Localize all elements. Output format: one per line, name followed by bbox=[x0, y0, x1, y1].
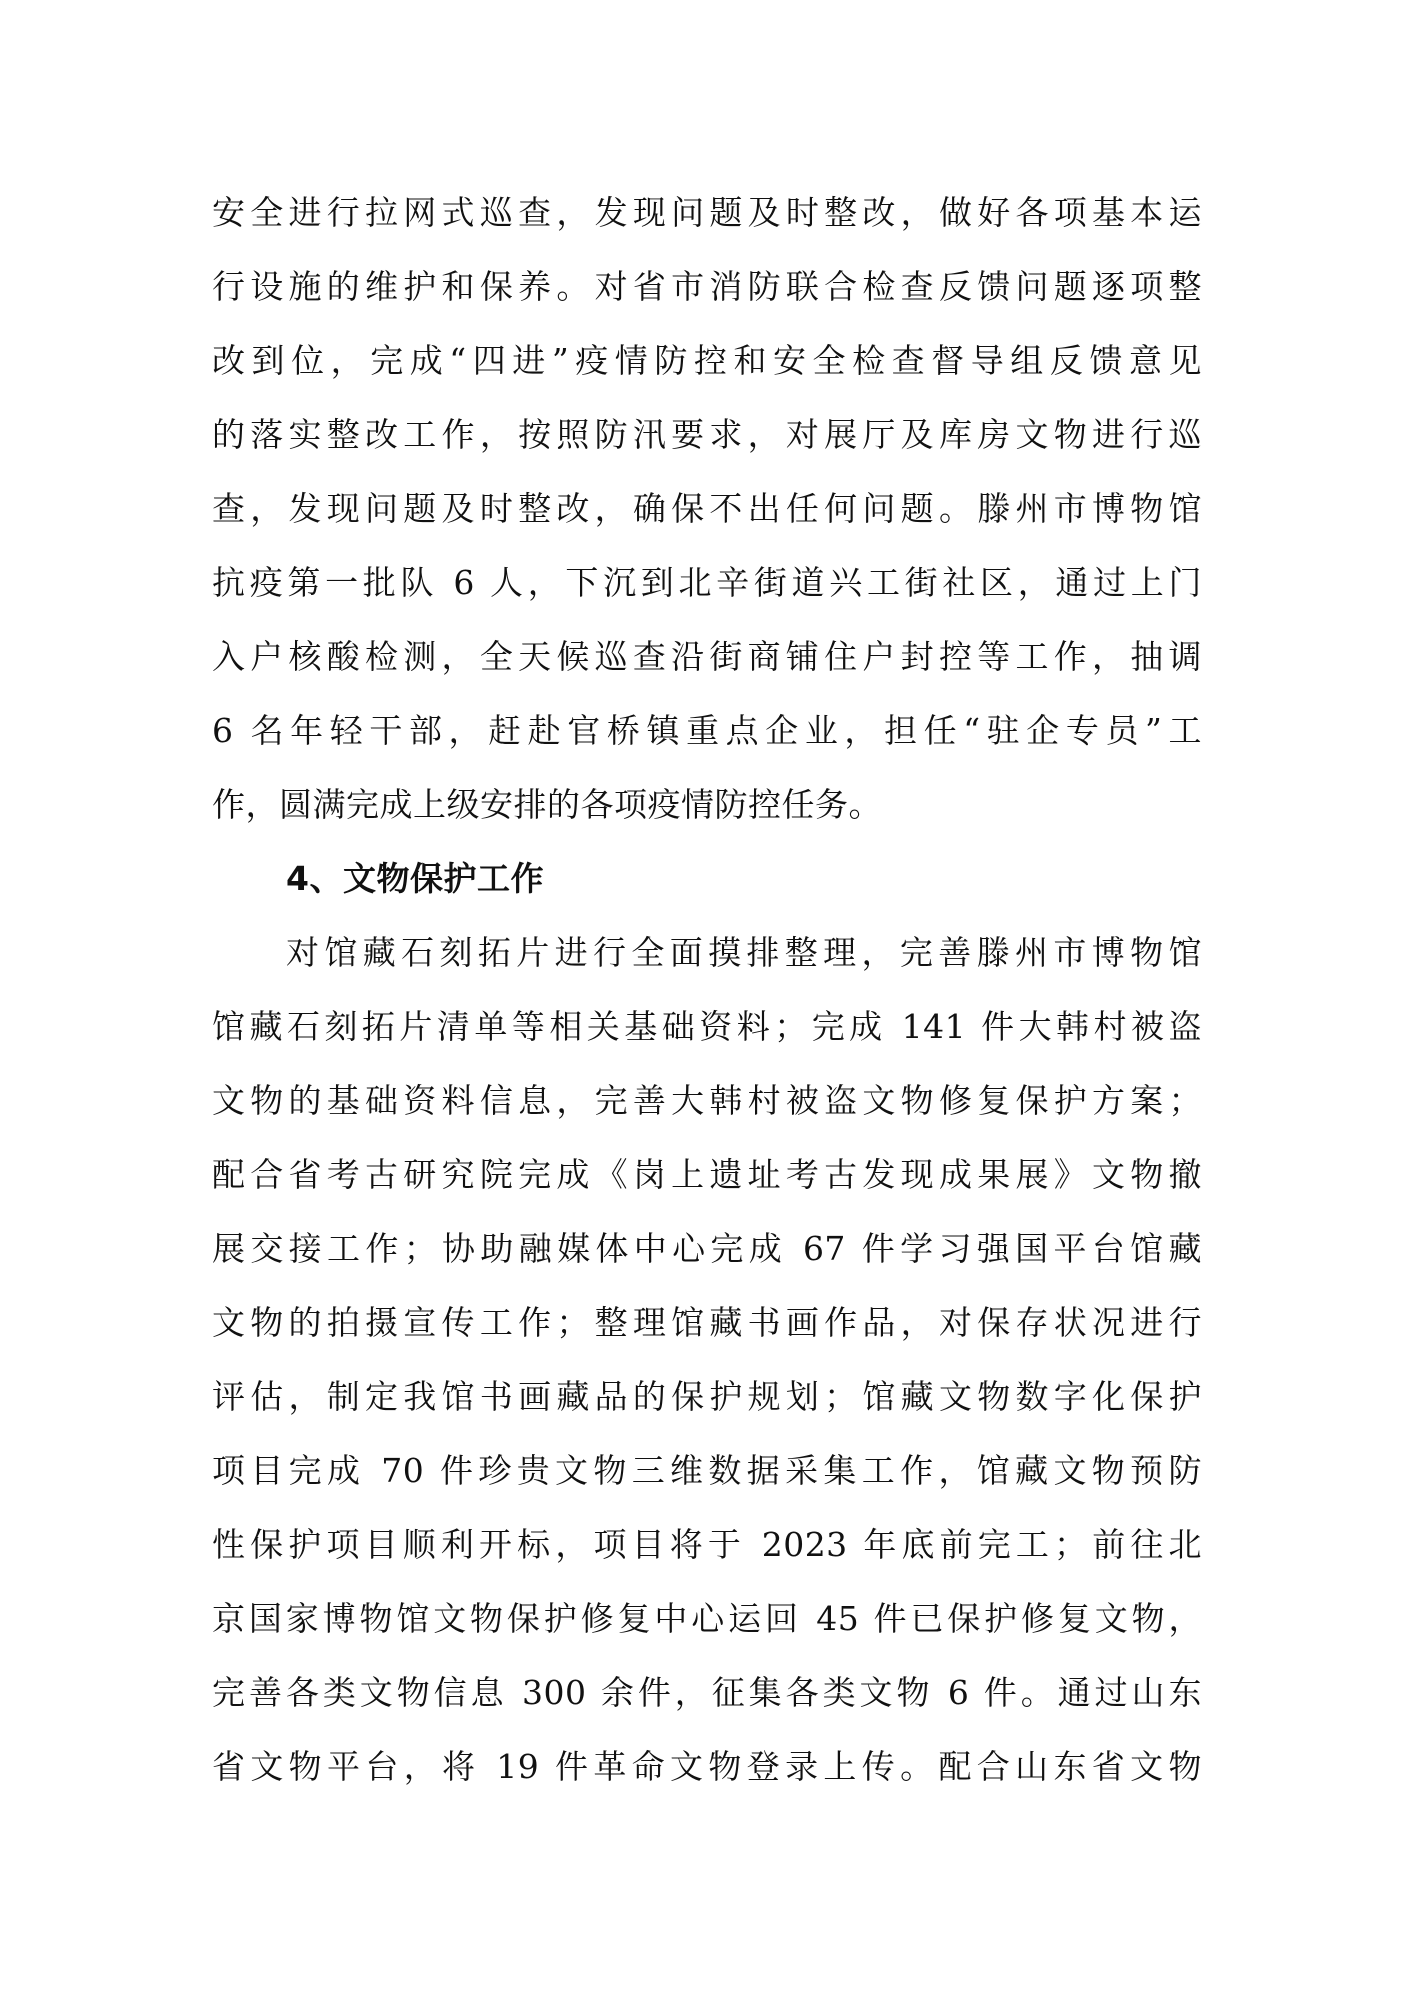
text-line: 京国家博物馆文物保护修复中心运回 45 件已保护修复文物， bbox=[212, 1599, 1202, 1638]
text-line: 配合省考古研究院完成《岗上遗址考古发现成果展》文物撤 bbox=[212, 1155, 1202, 1194]
text-line: 文物的基础资料信息，完善大韩村被盗文物修复保护方案； bbox=[212, 1081, 1202, 1120]
text-line: 评估，制定我馆书画藏品的保护规划；馆藏文物数字化保护 bbox=[212, 1377, 1202, 1416]
text-line: 项目完成 70 件珍贵文物三维数据采集工作，馆藏文物预防 bbox=[212, 1451, 1202, 1490]
document-body bbox=[212, 176, 1202, 1804]
text-line: 改到位，完成“四进”疫情防控和安全检查督导组反馈意见 bbox=[212, 341, 1202, 380]
text-line: 查，发现问题及时整改，确保不出任何问题。滕州市博物馆 bbox=[212, 489, 1202, 528]
text-line: 性保护项目顺利开标，项目将于 2023 年底前完工；前往北 bbox=[212, 1525, 1202, 1564]
text-line: 对馆藏石刻拓片进行全面摸排整理，完善滕州市博物馆 bbox=[286, 933, 1202, 972]
text-line: 文物的拍摄宣传工作；整理馆藏书画作品，对保存状况进行 bbox=[212, 1303, 1202, 1342]
text-line: 6 名年轻干部，赶赴官桥镇重点企业，担任“驻企专员”工 bbox=[212, 711, 1202, 750]
paragraph-epidemic-safety bbox=[212, 176, 1202, 842]
text-line: 展交接工作；协助融媒体中心完成 67 件学习强国平台馆藏 bbox=[212, 1229, 1202, 1268]
text-line: 抗疫第一批队 6 人，下沉到北辛街道兴工街社区，通过上门 bbox=[212, 563, 1202, 602]
text-line: 作，圆满完成上级安排的各项疫情防控任务。 bbox=[212, 785, 882, 824]
text-line: 安全进行拉网式巡查，发现问题及时整改，做好各项基本运 bbox=[212, 193, 1202, 232]
text-line: 入户核酸检测，全天候巡查沿街商铺住户封控等工作，抽调 bbox=[212, 637, 1202, 676]
text-line: 行设施的维护和保养。对省市消防联合检查反馈问题逐项整 bbox=[212, 267, 1202, 306]
paragraph-relic-protection bbox=[212, 916, 1202, 1804]
text-line: 馆藏石刻拓片清单等相关基础资料；完成 141 件大韩村被盗 bbox=[212, 1007, 1202, 1046]
text-line: 完善各类文物信息 300 余件，征集各类文物 6 件。通过山东 bbox=[212, 1673, 1202, 1712]
section-heading: 4、文物保护工作 bbox=[286, 859, 544, 898]
text-line: 省文物平台，将 19 件革命文物登录上传。配合山东省文物 bbox=[212, 1747, 1202, 1786]
text-line: 的落实整改工作，按照防汛要求，对展厅及库房文物进行巡 bbox=[212, 415, 1202, 454]
